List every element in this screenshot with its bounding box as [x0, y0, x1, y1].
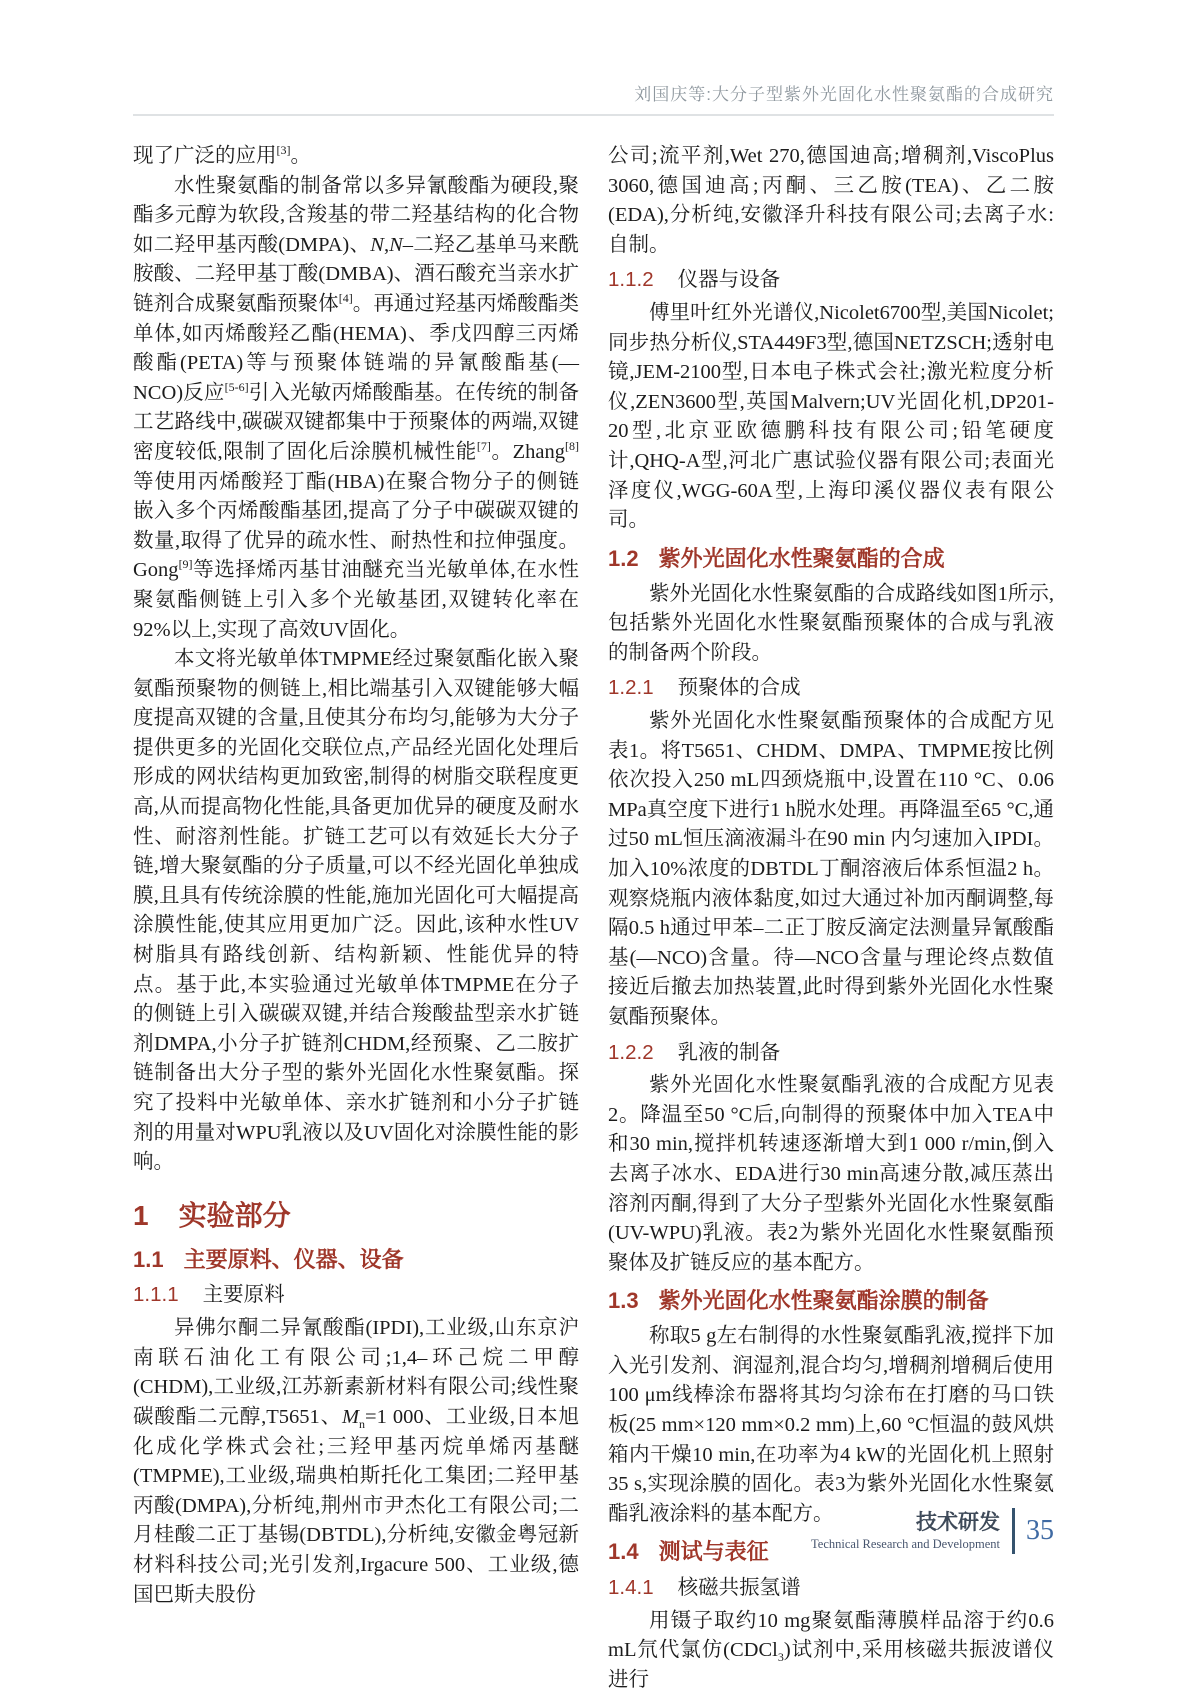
paragraph-instruments: 傅里叶红外光谱仪,Nicolet6700型,美国Nicolet;同步热分析仪,STA449F3型,德国NETZSCH;透射电镜,JEM-2100型,日本电子株式会社;激光粒度分析仪,ZEN3600型,英国Malvern;UV光固化机,DP201-20型,北京亚欧德鹏科技有限公司;铅笔硬度计,QHQ-A型,河北广惠试验仪器有限公司;表面光泽度仪,WGG-60A型,上海印溪仪器仪表有限公司。	[608, 302, 1054, 532]
paragraph-nmr: 用镊子取约10 mg聚氨酯薄膜样品溶于约0.6 mL氘代氯仿(CDCl$_3$)试剂中,采用核磁共振波谱仪进行	[608, 1609, 1054, 1691]
paragraph-materials: 异佛尔酮二异氰酸酯(IPDI),工业级,山东京沪南联石油化工有限公司;1,4–环己烷二甲醇(CHDM),工业级,江苏新素新材料有限公司;线性聚碳酸酯二元醇,T5651、$M_n=1$ 000、工业级,日本旭化成化学株式会社;三羟甲基丙烷单烯丙基醚(TMPME),工业级,瑞典柏斯托化工集团;二羟甲基丙酸(DMPA),分析纯,荆州市尹杰化工有限公司;二月桂酸二正丁基锡(DBTDL),分析纯,安徽金粤冠新材料科技公司;光引发剂,Irgacure 500、工业级,德国巴斯夫股份	[133, 1317, 579, 1606]
section-title: 主要原料、仪器、设备	[183, 1246, 404, 1272]
section-heading-1-1	[133, 1245, 579, 1275]
section-title: 预聚体的合成	[677, 677, 801, 700]
section-number: 1.1	[133, 1246, 164, 1272]
header-rule	[133, 114, 1054, 116]
footer-section-zh: 技术研发	[916, 1510, 1000, 1534]
paragraph-materials-continued: 公司;流平剂,Wet 270,德国迪高;增稠剂,ViscoPlus 3060,德国迪高;丙酮、三乙胺(TEA)、乙二胺(EDA),分析纯,安徽泽升科技有限公司;去离子水:自制。	[608, 145, 1054, 256]
section-number: 1.4.1	[608, 1575, 654, 1599]
section-title: 测试与表征	[658, 1539, 769, 1565]
section-number: 1.3	[608, 1288, 639, 1314]
section-heading-1-2	[608, 544, 1054, 574]
article-body	[133, 142, 1054, 1695]
section-heading-1-1-2	[608, 265, 1054, 296]
paragraph-this-work: 本文将光敏单体TMPME经过聚氨酯化嵌入聚氨酯预聚物的侧链上,相比端基引入双键能够大幅度提高双键的含量,且使其分布均匀,能够为大分子提供更多的光固化交联位点,产品经光固化处理后形成的网状结构更加致密,制得的树脂交联程度更高,从而提高物化性能,具备更加优异的硬度及耐水性、耐溶剂性能。扩链工艺可以有效延长大分子链,增大聚氨酯的分子质量,可以不经光固化单独成膜,且具有传统涂膜的性能,施加光固化可大幅提高涂膜性能,使其应用更加广泛。因此,该种水性UV树脂具有路线创新、结构新颖、性能优异的特点。基于此,本实验通过光敏单体TMPME在分子的侧链上引入碳碳双键,并结合羧酸盐型亲水扩链剂DMPA,小分子扩链剂CHDM,经预聚、乙二胺扩链制备出大分子型的紫外光固化水性聚氨酯。探究了投料中光敏单体、亲水扩链剂和小分子扩链剂的用量对WPU乳液以及UV固化对涂膜性能的影响。	[133, 648, 579, 1174]
section-number: 1.1.2	[608, 268, 654, 292]
page-content	[133, 80, 1054, 1695]
section-heading-1-2-2	[608, 1038, 1054, 1069]
footer-section-labels	[811, 1510, 1000, 1552]
paragraph-prepolymer: 紫外光固化水性聚氨酯预聚体的合成配方见表1。将T5651、CHDM、DMPA、TMPME按比例依次投入250 mL四颈烧瓶中,设置在110 °C、0.06 MPa真空度下进行1 h脱水处理。再降温至65 °C,通过50 mL恒压滴液漏斗在90 min 内匀速加入IPDI。加入10%浓度的DBTDL丁酮溶液后体系恒温2 h。观察烧瓶内液体黏度,如过大通过补加丙酮调整,每隔0.5 h通过甲苯–二正丁胺反滴定法测量异氰酸酯基(—NCO)含量。待—NCO含量与理论终点数值接近后撤去加热装置,此时得到紫外光固化水性聚氨酯预聚体。	[608, 710, 1054, 1028]
section-heading-1-2-1	[608, 673, 1054, 704]
footer-divider-bar	[1012, 1508, 1015, 1554]
section-title: 紫外光固化水性聚氨酯的合成	[658, 545, 945, 571]
section-title: 仪器与设备	[677, 269, 781, 292]
footer-section-en: Technical Research and Development	[811, 1537, 1000, 1552]
section-number: 1.2.1	[608, 676, 654, 700]
section-number: 1	[133, 1199, 149, 1231]
section-title: 实验部分	[178, 1199, 291, 1231]
section-title: 乳液的制备	[677, 1041, 781, 1064]
paragraph-background: 水性聚氨酯的制备常以多异氰酸酯为硬段,聚酯多元醇为软段,含羧基的带二羟基结构的化合物如二羟甲基丙酸(DMPA)、N,N–二羟乙基单马来酰胺酸、二羟甲基丁酸(DMBA)、酒石酸充当亲水扩链剂合成聚氨酯预聚体[4]。再通过羟基丙烯酸酯类单体,如丙烯酸羟乙酯(HEMA)、季戊四醇三丙烯酸酯(PETA)等与预聚体链端的异氰酸酯基(—NCO)反应[5-6]引入光敏丙烯酸酯基。在传统的制备工艺路线中,碳碳双键都集中于预聚体的两端,双键密度较低,限制了固化后涂膜机械性能[7]。Zhang[8]等使用丙烯酸羟丁酯(HBA)在聚合物分子的侧链嵌入多个丙烯酸酯基团,提高了分子中碳碳双键的数量,取得了优异的疏水性、耐热性和拉伸强度。Gong[9]等选择烯丙基甘油醚充当光敏单体,在水性聚氨酯侧链上引入多个光敏基团,双键转化率在92%以上,实现了高效UV固化。	[133, 174, 580, 641]
section-number: 1.1.1	[133, 1283, 179, 1307]
section-number: 1.2.2	[608, 1040, 654, 1064]
section-heading-1-1-1	[133, 1280, 579, 1311]
section-heading-1-3	[608, 1286, 1054, 1316]
running-header: 刘国庆等:大分子型紫外光固化水性聚氨酯的合成研究	[634, 85, 1054, 104]
section-title: 主要原料	[202, 1284, 285, 1307]
section-title: 核磁共振氢谱	[677, 1576, 801, 1599]
left-column	[133, 142, 579, 1695]
paragraph-continuation: 现了广泛的应用[3]。	[133, 143, 311, 167]
right-column	[608, 142, 1054, 1695]
section-number: 1.4	[608, 1539, 639, 1565]
section-title: 紫外光固化水性聚氨酯涂膜的制备	[658, 1288, 989, 1314]
paragraph-synthesis-route: 紫外光固化水性聚氨酯的合成路线如图1所示,包括紫外光固化水性聚氨酯预聚体的合成与乳液的制备两个阶段。	[608, 582, 1054, 664]
page-footer	[811, 1508, 1054, 1554]
page-number: 35	[1026, 1515, 1054, 1546]
section-heading-1-4-1	[608, 1573, 1054, 1604]
paragraph-coating: 称取5 g左右制得的水性聚氨酯乳液,搅拌下加入光引发剂、润湿剂,混合均匀,增稠剂增稠后使用100 μm线棒涂布器将其均匀涂布在打磨的马口铁板(25 mm×120 mm×0.2 mm)上,60 °C恒温的鼓风烘箱内干燥10 min,在功率为4 kW的光固化机上照射35 s,实现涂膜的固化。表3为紫外光固化水性聚氨酯乳液涂料的基本配方。	[608, 1325, 1054, 1525]
section-number: 1.2	[608, 545, 639, 571]
paragraph-emulsion: 紫外光固化水性聚氨酯乳液的合成配方见表2。降温至50 °C后,向制得的预聚体中加入TEA中和30 min,搅拌机转速逐渐增大到1 000 r/min,倒入去离子冰水、EDA进行30 min高速分散,减压蒸出溶剂丙酮,得到了大分子型紫外光固化水性聚氨酯(UV-WPU)乳液。表2为紫外光固化水性聚氨酯预聚体及扩链反应的基本配方。	[608, 1074, 1054, 1274]
section-heading-1	[133, 1198, 579, 1233]
